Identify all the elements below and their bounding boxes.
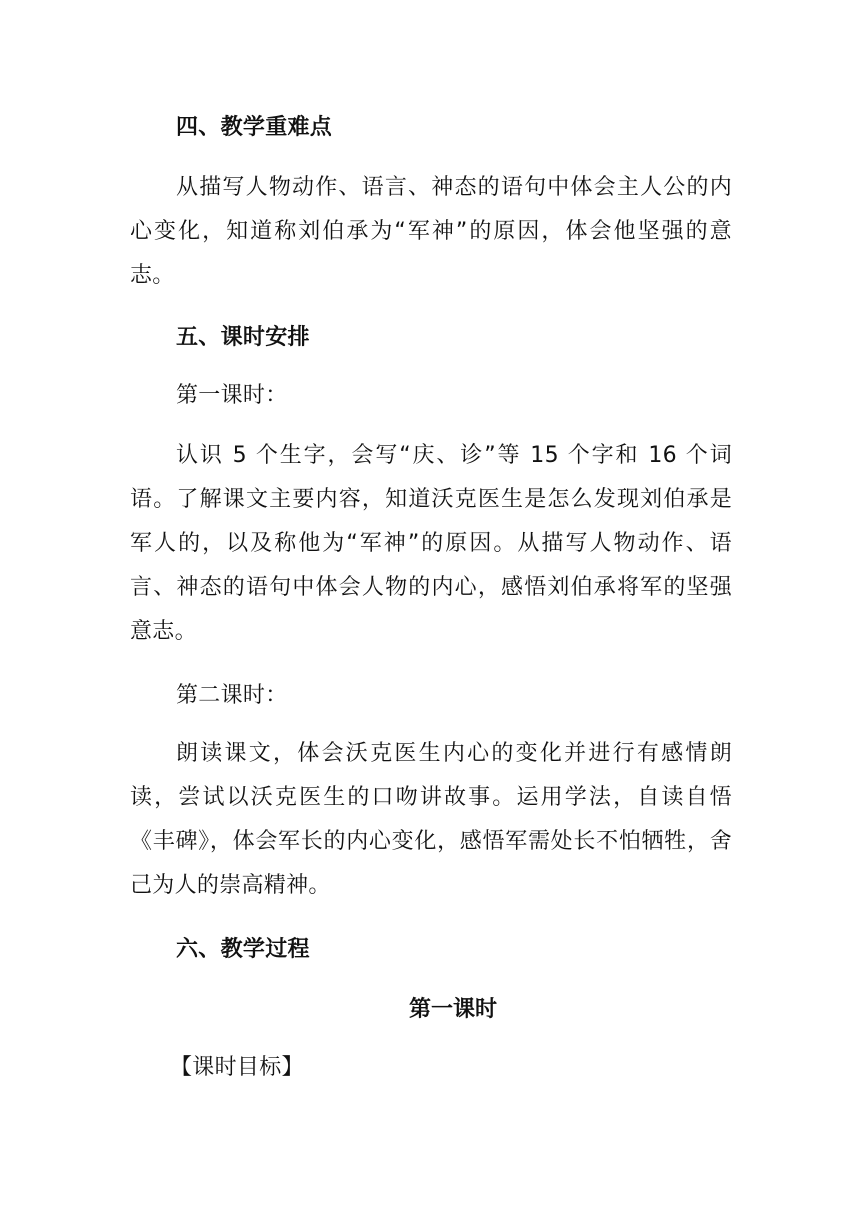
section-4-heading: 四、教学重难点 bbox=[176, 115, 333, 140]
lesson-1-body: 认识 5 个生字，会写“庆、诊”等 15 个字和 16 个词语。了解课文主要内容，知道沃克医生是怎么发现刘伯承是军人的，以及称他为“军神”的原因。从描写人物动作、语言、神态的语句中体会人物的内心，感悟刘伯承将军的坚强意志。 bbox=[130, 443, 732, 644]
lesson-1-subheading: 第一课时 bbox=[408, 997, 497, 1022]
lesson-1-label: 第一课时： bbox=[176, 383, 288, 408]
lesson-2-body: 朗读课文，体会沃克医生内心的变化并进行有感情朗读，尝试以沃克医生的口吻讲故事。运用学法，自读自悟《丰碑》，体会军长的内心变化，感悟军需处长不怕牺牲，舍己为人的崇高精神。 bbox=[130, 741, 732, 898]
section-6-heading: 六、教学过程 bbox=[176, 937, 310, 962]
lesson-2-label: 第二课时： bbox=[176, 683, 288, 708]
section-4-body: 从描写人物动作、语言、神态的语句中体会主人公的内心变化，知道称刘伯承为“军神”的原因，体会他坚强的意志。 bbox=[130, 175, 732, 288]
section-5-heading: 五、课时安排 bbox=[176, 325, 310, 350]
lesson-objective-label: 【课时目标】 bbox=[170, 1055, 304, 1080]
